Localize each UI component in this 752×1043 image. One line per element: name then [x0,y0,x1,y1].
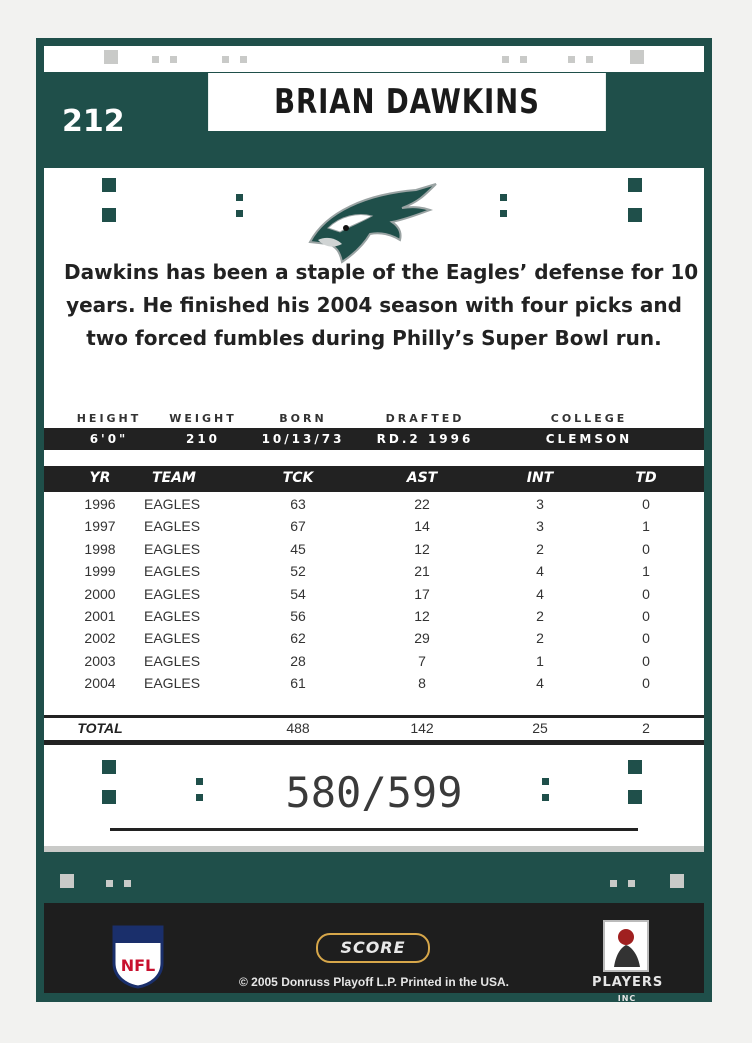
stat-cell-team: EAGLES [144,675,201,692]
table-row [44,539,704,561]
main-panel [44,168,704,852]
dot-square [586,56,593,63]
stat-cell-int: 1 [536,652,544,669]
stat-cell-td: 0 [642,608,650,624]
stat-cell-tck: 67 [290,518,306,535]
score-logo: SCORE [316,933,430,963]
stat-cell-yr: 1996 [84,496,116,512]
deco-square [196,778,203,785]
vital-label-drafted: DRAFTED [385,412,465,425]
stat-cell-int: 4 [536,675,544,692]
stats-header-tck: TCK [282,470,314,486]
table-row [44,494,704,516]
stat-cell-yr: 2002 [84,630,116,647]
top-band [44,46,704,72]
players-inc-icon [592,919,664,1003]
stat-cell-ast: 21 [414,563,430,580]
corner-square [630,50,644,64]
stat-cell-tck: 52 [290,563,306,580]
dot-square [124,880,131,887]
nfl-shield-icon [110,923,166,989]
stat-cell-team: EAGLES [144,518,201,535]
stat-cell-tck: 28 [290,652,306,669]
dot-square [152,56,159,63]
stat-cell-ast: 7 [418,652,426,669]
stat-cell-ast: 29 [414,630,430,647]
stat-cell-team: EAGLES [144,496,201,512]
stat-cell-td: 0 [642,496,650,512]
stats-header-team: TEAM [152,470,196,486]
deco-square [102,208,116,222]
vitals-labels [44,408,704,430]
vital-value-college: CLEMSON [545,432,633,446]
players-logo-text: PLAYERS INC [592,975,664,1003]
bio-line: Dawkins has been a staple of the Eagles’ defense for 10 [64,260,699,284]
nfl-logo-text: NFL [120,956,156,975]
stat-cell-yr: 1999 [84,563,116,580]
dot-square [520,56,527,63]
total-tck: 488 [286,720,310,736]
stat-cell-yr: 2001 [84,608,116,624]
stat-cell-td: 1 [642,518,650,535]
stat-cell-team: EAGLES [144,608,201,624]
total-label: TOTAL [77,720,123,736]
stat-cell-team: EAGLES [144,563,201,580]
deco-square [500,194,507,201]
stat-cell-tck: 54 [290,585,306,602]
stat-cell-ast: 12 [414,608,430,624]
total-rule-bottom [44,740,704,745]
dot-square [568,56,575,63]
total-row [44,718,704,740]
stat-cell-yr: 2003 [84,652,116,669]
stat-cell-ast: 8 [418,675,426,692]
dot-square [222,56,229,63]
vital-value-born: 10/13/73 [261,432,345,446]
stats-header-yr: YR [89,470,111,486]
stat-cell-td: 0 [642,675,650,692]
dot-square [170,56,177,63]
table-row [44,628,704,650]
copyright: © 2005 Donruss Playoff L.P. Printed in the USA. [238,975,510,989]
dot-square [106,880,113,887]
deco-square [500,210,507,217]
stat-cell-td: 0 [642,652,650,669]
stats-header-td: TD [635,470,657,486]
stat-cell-int: 4 [536,563,544,580]
stat-cell-tck: 63 [290,496,306,512]
stat-cell-int: 2 [536,630,544,647]
serial-underline [110,828,638,831]
stat-cell-team: EAGLES [144,585,201,602]
deco-square [628,760,642,774]
deco-square [628,208,642,222]
stat-cell-int: 2 [536,540,544,557]
stat-cell-int: 4 [536,585,544,602]
deco-square [236,194,243,201]
vital-label-born: BORN [279,412,327,425]
deco-square [542,778,549,785]
vitals-values [44,428,704,450]
serial-number: 580/599 [285,768,463,817]
stat-cell-ast: 22 [414,496,430,512]
bio-line: two forced fumbles during Philly’s Super Bowl run. [86,326,662,350]
stat-cell-yr: 1998 [84,540,116,557]
corner-square [104,50,118,64]
table-row [44,651,704,673]
player-name: BRIAN DAWKINS [208,73,606,131]
stat-cell-int: 3 [536,496,544,512]
stat-cell-td: 1 [642,563,650,580]
stat-cell-td: 0 [642,630,650,647]
bio-line: years. He finished his 2004 season with four picks and [66,293,682,317]
stat-cell-ast: 14 [414,518,430,535]
deco-square [628,178,642,192]
stat-cell-tck: 61 [290,675,306,692]
stat-cell-team: EAGLES [144,630,201,647]
stat-cell-ast: 17 [414,585,430,602]
deco-square [236,210,243,217]
trading-card-back [36,38,712,1002]
deco-square [196,794,203,801]
dot-square [502,56,509,63]
footer-bar [44,903,704,1003]
corner-square [670,874,684,888]
deco-square [102,760,116,774]
table-row [44,561,704,583]
table-row [44,516,704,538]
table-row [44,606,704,628]
deco-square [102,790,116,804]
dot-square [628,880,635,887]
stat-cell-tck: 56 [290,608,306,624]
vital-value-weight: 210 [185,432,221,446]
dot-square [240,56,247,63]
eagle-logo-icon [306,182,442,264]
vital-label-weight: WEIGHT [169,412,237,425]
stat-cell-tck: 45 [290,540,306,557]
total-ast: 142 [410,720,434,736]
stats-header-int: INT [526,470,554,486]
stats-header [44,466,704,492]
corner-square [60,874,74,888]
total-td: 2 [642,720,650,736]
players-inc-mark [592,919,662,975]
bio-text [64,256,699,355]
card-number: 212 [62,104,125,139]
total-int: 25 [532,720,548,736]
deco-square [102,178,116,192]
vital-label-height: HEIGHT [76,412,142,425]
dot-square [610,880,617,887]
table-row [44,584,704,606]
stats-header-ast: AST [406,470,438,486]
stat-cell-team: EAGLES [144,540,201,557]
deco-square [542,794,549,801]
vital-value-height: 6'0" [89,432,129,446]
stat-cell-td: 0 [642,540,650,557]
stat-cell-tck: 62 [290,630,306,647]
stat-cell-team: EAGLES [144,652,201,669]
deco-square [628,790,642,804]
stat-cell-td: 0 [642,585,650,602]
lower-band [44,846,704,852]
stat-cell-ast: 12 [414,540,430,557]
stat-cell-yr: 2000 [84,585,116,602]
stat-cell-int: 2 [536,608,544,624]
vital-value-drafted: RD.2 1996 [376,432,474,446]
vital-label-college: COLLEGE [550,412,628,425]
stat-cell-int: 3 [536,518,544,535]
stat-cell-yr: 1997 [84,518,116,535]
table-row [44,673,704,695]
stat-cell-yr: 2004 [84,675,116,692]
